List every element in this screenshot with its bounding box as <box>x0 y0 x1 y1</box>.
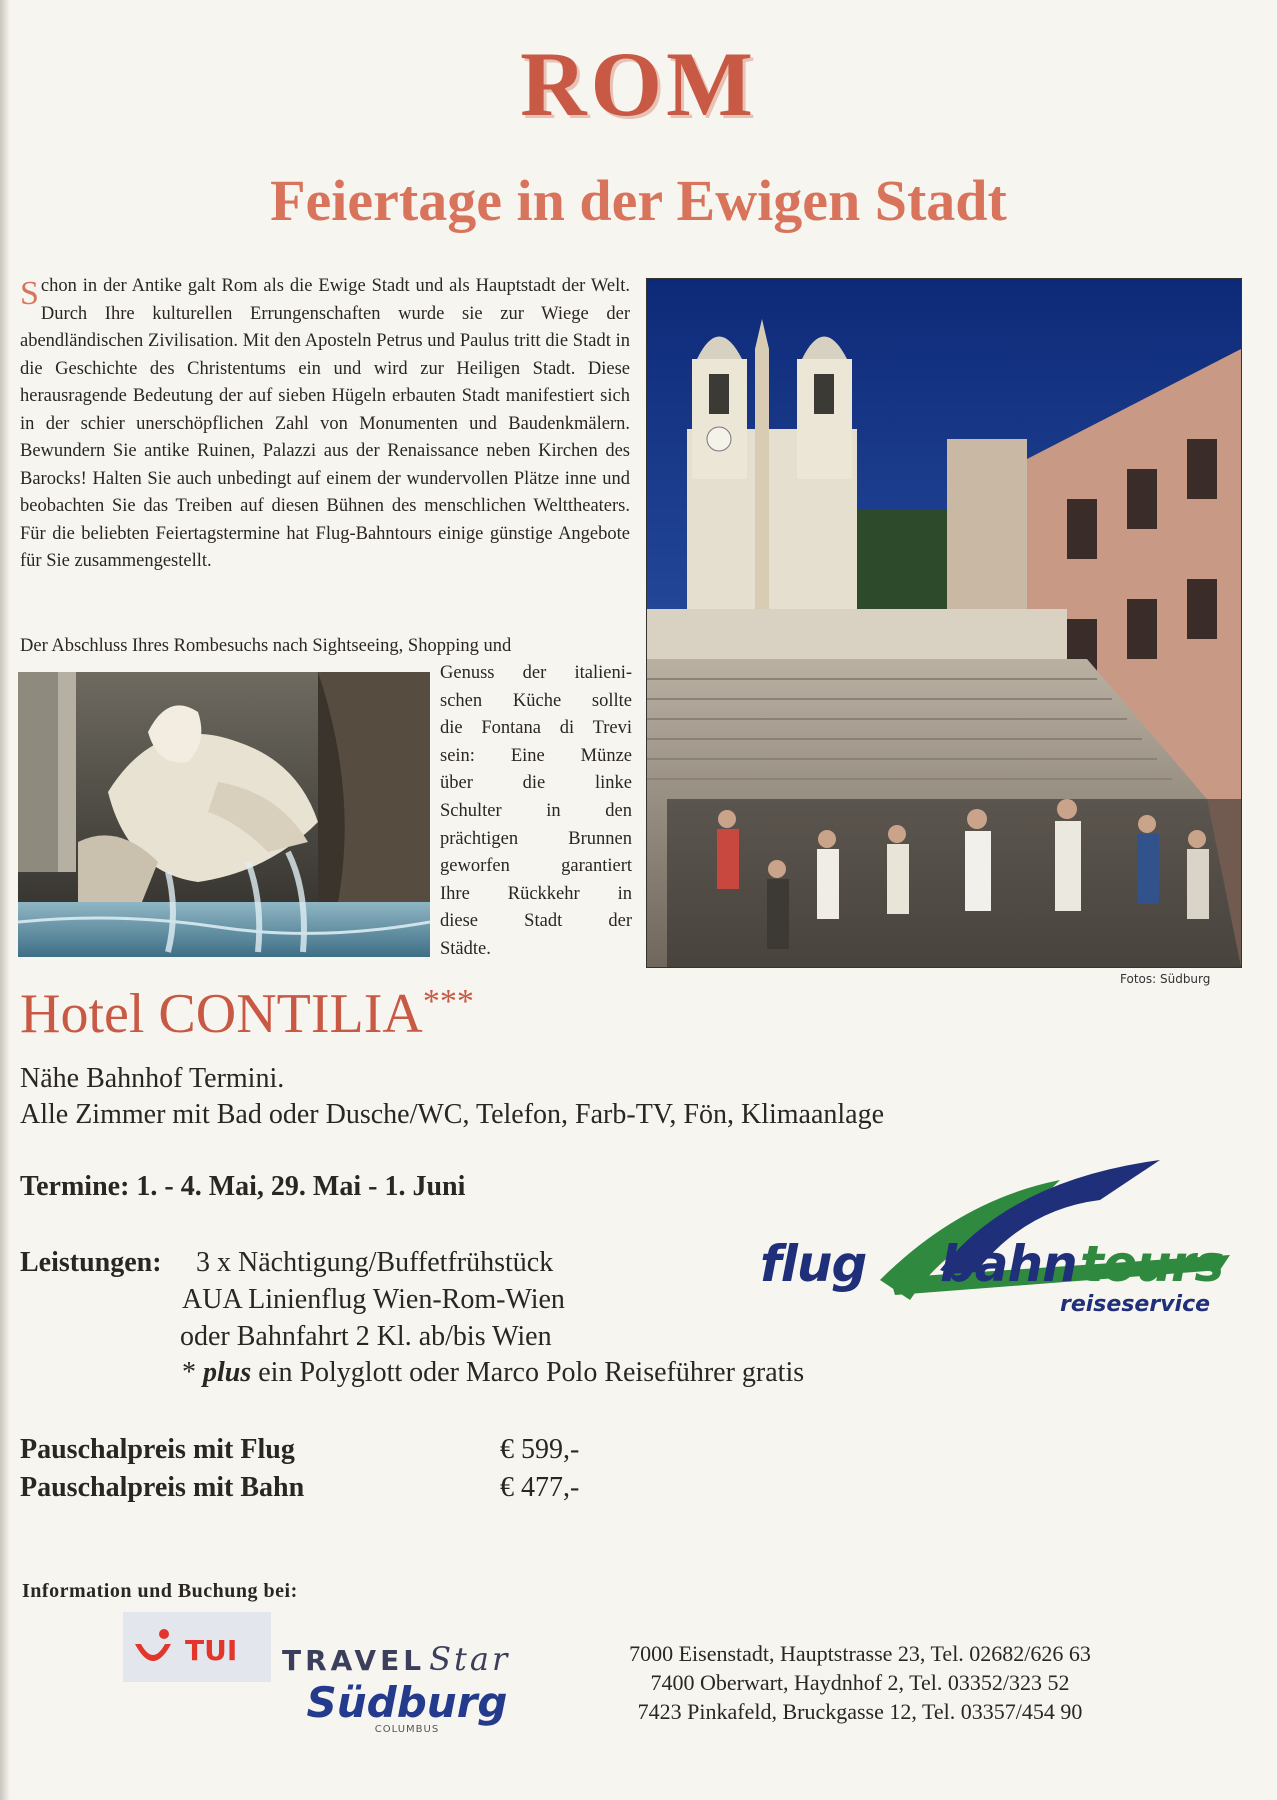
drop-cap: S <box>20 275 39 312</box>
hotel-amenities: Alle Zimmer mit Bad oder Dusche/WC, Telefon, Farb-TV, Fön, Klimaanlage <box>20 1099 885 1130</box>
bonus-plus: plus <box>203 1357 252 1388</box>
price-label-train: Pauschalpreis mit Bahn <box>20 1472 305 1503</box>
tui-logo <box>123 1612 271 1682</box>
logo-reiseservice: reiseservice <box>1060 1292 1211 1317</box>
dates-line <box>20 1173 465 1201</box>
wrap-line: die Fontana di Trevi <box>440 718 632 739</box>
wrap-text <box>440 660 632 964</box>
price-label-flight: Pauschalpreis mit Flug <box>20 1434 295 1465</box>
suedburg-logo <box>282 1678 532 1742</box>
intro-paragraph-2: Der Abschluss Ihres Rombesuchs nach Sightseeing, Shopping und <box>20 636 512 656</box>
service-item: AUA Linienflug Wien-Rom-Wien <box>182 1284 565 1315</box>
hotel-name <box>20 983 474 1045</box>
wrap-line: Schulter in den <box>440 800 632 821</box>
page-edge <box>0 0 10 1800</box>
intro-paragraph <box>20 273 630 576</box>
services-label: Leistungen: <box>20 1247 162 1278</box>
page-subtitle: Feiertage in der Ewigen Stadt <box>270 168 1007 233</box>
intro-text: chon in der Antike galt Rom als die Ewige Stadt und als Hauptstadt der Welt. Durch Ihre kulturellen Errungenschaften wurde sie zur Wiege der abendländischen Zivilisation. Mit den Aposteln Petrus und Paulus tritt die Stadt in die Geschichte des Christentums ein und wird zur Heiligen Stadt. Diese herausragende Bedeutung der auf sieben Hügeln erbauten Stadt manifestiert sich in der schier unerschöpflichen Zahl von Monumenten und Baudenkmälern. Bewundern Sie antike Ruinen, Palazzi aus der Renaissance neben Kirchen des Barocks! Halten Sie auch unbedingt auf einem der wundervollen Plätze inne und beobachten Sie das Treiben auf diesen Bühnen des menschlichen Welttheaters. Für die beliebten Feiertagstermine hat Flug-Bahntours einige günstige Angebote für Sie zusammengestellt. <box>20 276 630 571</box>
wrap-line: Städte. <box>440 938 491 959</box>
fountain-photo <box>18 672 430 957</box>
dates-value: 1. - 4. Mai, 29. Mai - 1. Juni <box>136 1171 466 1202</box>
wrap-line: über die linke <box>440 773 632 794</box>
price-value-flight: € 599,- <box>500 1434 580 1465</box>
travelstar-logo <box>282 1640 510 1678</box>
travelstar-text-b: Star <box>429 1640 511 1678</box>
price-value-train: € 477,- <box>500 1472 580 1503</box>
wrap-line: Genuss der italieni- <box>440 663 632 683</box>
booking-info-label: Information und Buchung bei: <box>22 1580 298 1602</box>
wrap-line: prächtigen Brunnen <box>440 828 632 849</box>
columbus-text: COLUMBUS <box>374 1724 440 1735</box>
suedburg-text: Südburg <box>306 1678 508 1727</box>
service-item: oder Bahnfahrt 2 Kl. ab/bis Wien <box>180 1321 552 1352</box>
address-pinkafeld: 7423 Pinkafeld, Bruckgasse 12, Tel. 03357/454 90 <box>637 1699 1083 1724</box>
logo-tours: tours <box>1080 1235 1224 1293</box>
bonus-text: ein Polyglott oder Marco Polo Reiseführer gratis <box>251 1357 805 1388</box>
hotel-stars: *** <box>422 983 474 1020</box>
tui-text: TUI <box>185 1634 238 1667</box>
hotel-name-text: Hotel CONTILIA <box>20 983 423 1045</box>
logo-flug: flug <box>760 1235 867 1293</box>
spanish-steps-photo <box>646 278 1242 968</box>
hotel-location: Nähe Bahnhof Termini. <box>20 1063 285 1094</box>
photo-credit: Fotos: Südburg <box>1120 972 1211 986</box>
logo-bahn: bahn <box>940 1235 1077 1293</box>
page-title: ROM <box>520 33 757 135</box>
dates-label: Termine: <box>20 1171 130 1202</box>
wrap-line: geworfen garantiert <box>440 856 632 877</box>
address-oberwart: 7400 Oberwart, Haydnhof 2, Tel. 03352/323 52 <box>650 1670 1070 1695</box>
wrap-line: Ihre Rückkehr in <box>440 883 632 904</box>
wrap-line: schen Küche sollte <box>440 690 632 711</box>
flug-bahntours-logo <box>760 1160 1230 1320</box>
wrap-line: diese Stadt der <box>440 911 632 932</box>
bonus-prefix: * <box>182 1357 203 1388</box>
travelstar-text-a: TRAVEL <box>282 1644 426 1677</box>
address-eisenstadt: 7000 Eisenstadt, Hauptstrasse 23, Tel. 02682/626 63 <box>629 1641 1091 1666</box>
service-bonus <box>182 1359 804 1387</box>
service-item: 3 x Nächtigung/Buffetfrühstück <box>196 1247 554 1278</box>
wrap-line: sein: Eine Münze <box>440 745 632 766</box>
